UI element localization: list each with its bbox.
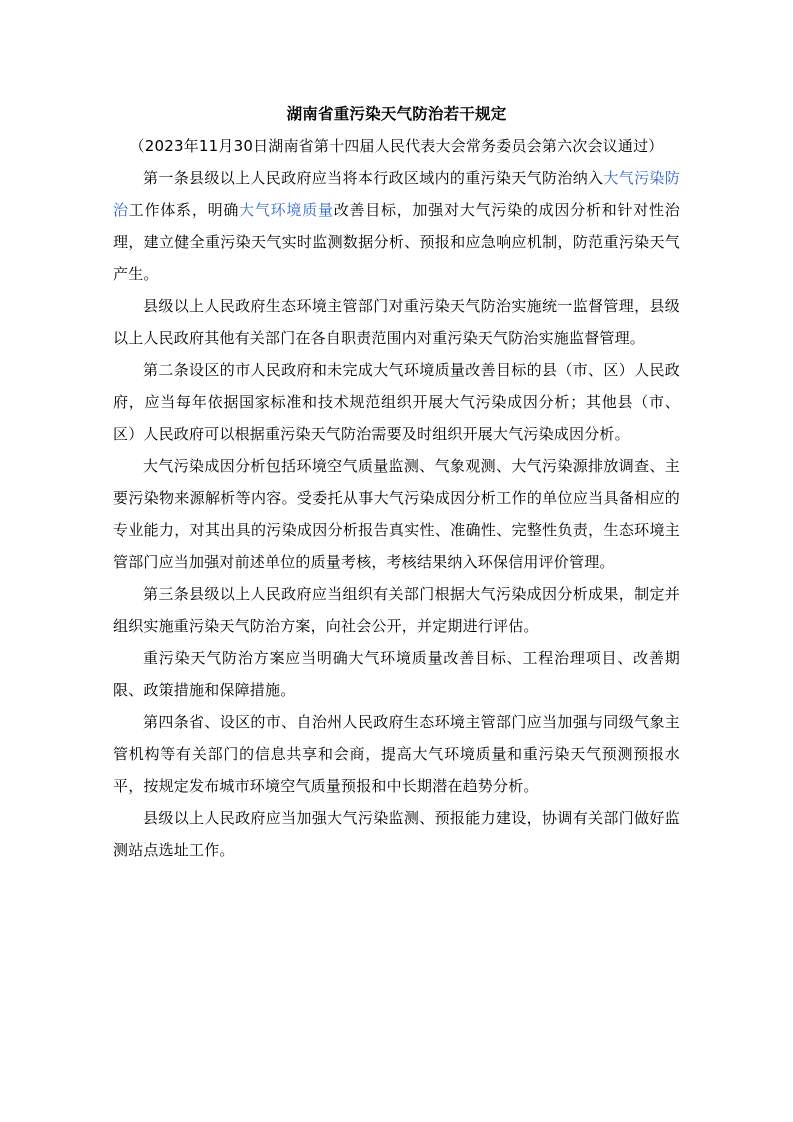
document-body bbox=[113, 98, 680, 866]
paragraph-text: 工作体系，明确 bbox=[128, 201, 240, 219]
paragraph bbox=[113, 354, 680, 450]
paragraph bbox=[113, 290, 680, 354]
paragraph bbox=[113, 162, 680, 290]
document-subtitle: （2023年11月30日湖南省第十四届人民代表大会常务委员会第六次会议通过） bbox=[129, 137, 664, 155]
paragraph bbox=[113, 706, 680, 802]
paragraph bbox=[113, 642, 680, 706]
document-title: 湖南省重污染天气防治若干规定 bbox=[286, 105, 507, 123]
paragraph-text: 第一条县级以上人民政府应当将本行政区域内的重污染天气防治纳入 bbox=[143, 169, 604, 187]
paragraph-text: 县级以上人民政府生态环境主管部门对重污染天气防治实施统一监督管理，县级以上人民政府其他有关部门在各自职责范围内对重污染天气防治实施监督管理。 bbox=[113, 297, 680, 347]
term-link[interactable]: 大气环境质量 bbox=[239, 201, 334, 219]
paragraph-text: 第四条省、设区的市、自治州人民政府生态环境主管部门应当加强与同级气象主管机构等有关部门的信息共享和会商，提高大气环境质量和重污染天气预测预报水平，按规定发布城市环境空气质量预报和中长期潜在趋势分析。 bbox=[113, 713, 680, 795]
paragraph-text: 第三条县级以上人民政府应当组织有关部门根据大气污染成因分析成果，制定并组织实施重污染天气防治方案，向社会公开，并定期进行评估。 bbox=[113, 585, 680, 635]
paragraph-text: 第二条设区的市人民政府和未完成大气环境质量改善目标的县（市、区）人民政府，应当每年依据国家标准和技术规范组织开展大气污染成因分析；其他县（市、区）人民政府可以根据重污染天气防治需要及时组织开展大气污染成因分析。 bbox=[113, 361, 680, 443]
paragraph bbox=[113, 578, 680, 642]
paragraph-text: 县级以上人民政府应当加强大气污染监测、预报能力建设，协调有关部门做好监测站点选址工作。 bbox=[113, 809, 680, 859]
paragraph bbox=[113, 450, 680, 578]
term-link[interactable]: 大气污染防治 bbox=[113, 169, 680, 219]
paragraph-text: 改善目标，加强对大气污染的成因分析和针对性治理，建立健全重污染天气实时监测数据分析、预报和应急响应机制，防范重污染天气产生。 bbox=[113, 201, 680, 283]
paragraph-text: 重污染天气防治方案应当明确大气环境质量改善目标、工程治理项目、改善期限、政策措施和保障措施。 bbox=[113, 649, 680, 699]
paragraph-list bbox=[113, 162, 680, 866]
paragraph-text: 大气污染成因分析包括环境空气质量监测、气象观测、大气污染源排放调查、主要污染物来源解析等内容。受委托从事大气污染成因分析工作的单位应当具备相应的专业能力，对其出具的污染成因分析报告真实性、准确性、完整性负责，生态环境主管部门应当加强对前述单位的质量考核，考核结果纳入环保信用评价管理。 bbox=[113, 457, 680, 571]
paragraph bbox=[113, 802, 680, 866]
